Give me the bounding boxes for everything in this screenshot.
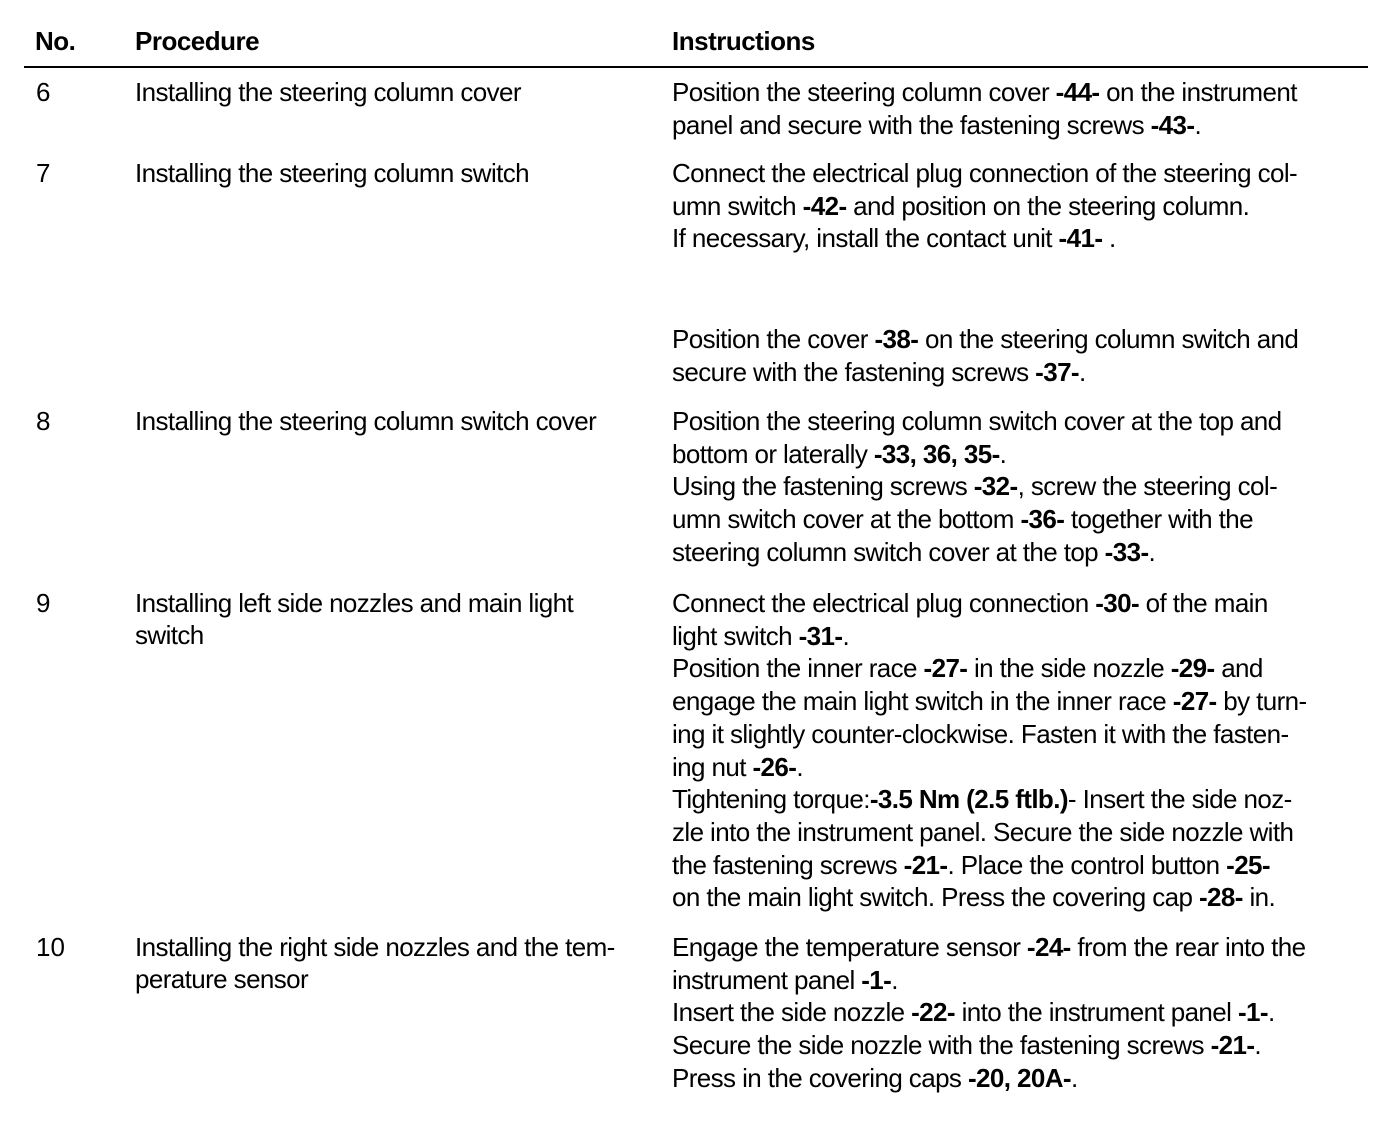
text-segment: . <box>1079 356 1086 387</box>
row-instructions-continued <box>672 323 1372 388</box>
text-segment: in. <box>1242 882 1276 913</box>
text-segment: bottom or laterally <box>672 438 874 469</box>
text-line <box>672 470 1372 503</box>
text-line <box>672 996 1372 1029</box>
part-reference: -25- <box>1226 849 1270 880</box>
text-segment: instrument panel <box>672 964 862 995</box>
text-line <box>672 536 1372 569</box>
text-line <box>672 222 1372 255</box>
text-line: perature sensor <box>135 964 309 994</box>
text-line <box>672 783 1372 816</box>
text-segment: . Place the control button <box>947 849 1227 880</box>
text-segment: . <box>1267 997 1275 1028</box>
text-segment: . <box>1102 223 1116 254</box>
part-reference: -27- <box>1172 686 1217 717</box>
text-segment: and position on the steering column. <box>846 190 1250 221</box>
part-reference: -31- <box>798 620 843 651</box>
text-segment: on the steering column switch and <box>918 324 1299 354</box>
text-line <box>672 931 1372 964</box>
part-reference: -33, 36, 35- <box>873 438 1000 469</box>
part-reference: -20, 20A- <box>967 1062 1071 1093</box>
text-line <box>672 685 1372 718</box>
text-segment: Secure the side nozzle with the fastening screws <box>672 1030 1211 1061</box>
text-line: Installing the right side nozzles and the tem- <box>135 932 615 962</box>
text-segment: of the main <box>1139 588 1268 618</box>
text-line <box>672 587 1372 620</box>
row-procedure <box>135 405 655 437</box>
row-instructions <box>672 931 1372 1095</box>
text-segment: . <box>1148 536 1156 567</box>
part-reference: -24- <box>1026 932 1071 962</box>
text-segment: Connect the electrical plug connection of the steering col- <box>672 158 1298 188</box>
row-instructions <box>672 587 1372 914</box>
text-line <box>672 356 1372 389</box>
text-segment: in the side nozzle <box>967 653 1171 684</box>
part-reference: -37- <box>1035 356 1079 387</box>
part-reference: -3.5 Nm (2.5 ftlb.) <box>869 784 1068 815</box>
text-segment: together with the <box>1064 504 1253 535</box>
text-segment: . <box>1194 109 1202 140</box>
text-segment: engage the main light switch in the inner race <box>672 686 1173 717</box>
text-segment: . <box>1070 1062 1078 1093</box>
part-reference: -21- <box>1210 1030 1255 1061</box>
text-line <box>672 751 1372 784</box>
part-reference: -27- <box>923 653 968 684</box>
row-procedure <box>135 587 655 651</box>
text-segment: from the rear into the <box>1070 932 1306 962</box>
text-segment: If necessary, install the contact unit <box>672 223 1059 254</box>
row-procedure <box>135 76 655 108</box>
text-segment: Tightening torque: <box>672 784 870 815</box>
text-line <box>672 849 1372 882</box>
text-segment: on the main light switch. Press the covering cap <box>672 882 1199 913</box>
text-line <box>672 438 1372 471</box>
text-segment: ing nut <box>672 751 753 782</box>
text-line <box>672 76 1372 109</box>
part-reference: -36- <box>1020 504 1065 535</box>
text-line <box>672 109 1372 142</box>
row-number: 9 <box>36 588 51 618</box>
part-reference: -21- <box>903 849 948 880</box>
text-line <box>672 1062 1372 1095</box>
text-segment: . <box>842 620 850 651</box>
text-line <box>672 323 1372 356</box>
header-instructions: Instructions <box>672 26 815 56</box>
part-reference: -38- <box>874 324 919 354</box>
text-segment: umn switch cover at the bottom <box>672 504 1021 535</box>
text-line <box>672 881 1372 914</box>
part-reference: -41- <box>1058 223 1103 254</box>
header-divider <box>24 66 1368 68</box>
text-segment: , screw the steering col- <box>1017 471 1278 502</box>
text-line: switch <box>135 620 204 650</box>
row-number: 7 <box>36 158 51 188</box>
part-reference: -43- <box>1150 109 1195 140</box>
text-segment: into the instrument panel <box>954 997 1238 1028</box>
table-header <box>0 0 1392 70</box>
text-segment: - Insert the side noz- <box>1067 784 1292 815</box>
text-line <box>672 964 1372 997</box>
text-segment: Press in the covering caps <box>672 1062 968 1093</box>
text-line: Installing left side nozzles and main light <box>135 588 574 618</box>
row-number: 8 <box>36 406 51 436</box>
text-segment: umn switch <box>672 190 803 221</box>
part-reference: -28- <box>1199 882 1243 913</box>
row-instructions <box>672 405 1372 569</box>
part-reference: -32- <box>973 471 1018 502</box>
part-reference: -44- <box>1055 77 1100 107</box>
text-segment: ing it slightly counter-clockwise. Fasten it with the fasten- <box>672 718 1289 749</box>
text-line <box>672 652 1372 685</box>
part-reference: -26- <box>752 751 797 782</box>
text-line <box>672 157 1372 190</box>
text-line <box>672 405 1372 438</box>
row-procedure <box>135 157 655 189</box>
part-reference: -42- <box>802 190 847 221</box>
text-line <box>672 1029 1372 1062</box>
part-reference: -1- <box>861 964 892 995</box>
row-number: 10 <box>36 932 65 962</box>
text-segment: . <box>796 751 803 782</box>
text-segment: . <box>1254 1030 1262 1061</box>
part-reference: -30- <box>1095 588 1140 618</box>
text-line <box>672 503 1372 536</box>
text-segment: steering column switch cover at the top <box>672 536 1105 567</box>
text-segment: zle into the instrument panel. Secure the side nozzle with <box>672 816 1294 847</box>
text-segment: . <box>999 438 1007 469</box>
text-segment: Engage the temperature sensor <box>672 932 1027 962</box>
text-segment: Position the inner race <box>672 653 924 684</box>
row-instructions <box>672 76 1372 141</box>
part-reference: -33- <box>1104 536 1149 567</box>
text-segment: secure with the fastening screws <box>672 356 1036 387</box>
text-segment: Insert the side nozzle <box>672 997 912 1028</box>
text-segment: panel and secure with the fastening screws <box>672 109 1151 140</box>
text-line <box>672 620 1372 653</box>
text-segment: on the instrument <box>1099 77 1297 107</box>
text-line <box>672 718 1372 751</box>
text-segment: Connect the electrical plug connection <box>672 588 1096 618</box>
text-line <box>672 816 1372 849</box>
header-no: No. <box>35 26 76 56</box>
row-number: 6 <box>36 77 51 107</box>
text-line: Installing the steering column switch <box>135 158 530 188</box>
text-line <box>672 190 1372 223</box>
header-procedure: Procedure <box>135 26 260 56</box>
text-line: Installing the steering column switch cover <box>135 406 597 436</box>
text-segment: and <box>1214 653 1263 684</box>
part-reference: -22- <box>911 997 955 1028</box>
text-segment: Position the steering column cover <box>672 77 1056 107</box>
text-segment: Using the fastening screws <box>672 471 974 502</box>
text-segment: the fastening screws <box>672 849 904 880</box>
part-reference: -1- <box>1237 997 1268 1028</box>
text-segment: light switch <box>672 620 799 651</box>
text-segment: by turn- <box>1216 686 1307 717</box>
row-instructions <box>672 157 1372 255</box>
text-line: Installing the steering column cover <box>135 77 521 107</box>
text-segment: Position the cover <box>672 324 875 354</box>
row-procedure <box>135 931 655 995</box>
text-segment: Position the steering column switch cover at the top and <box>672 406 1282 436</box>
part-reference: -29- <box>1170 653 1215 684</box>
text-segment: . <box>891 964 898 995</box>
